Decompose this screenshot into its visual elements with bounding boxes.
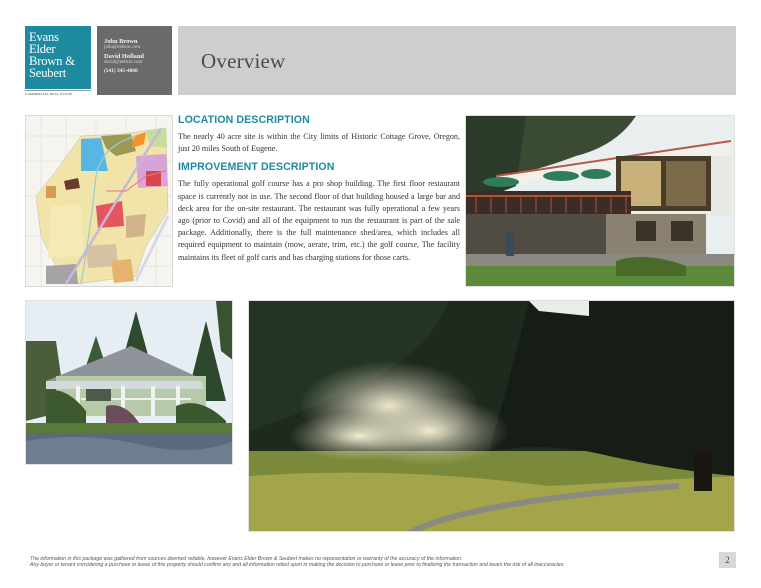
zoning-map <box>25 115 173 287</box>
page-number: 2 <box>719 552 736 568</box>
improvement-description: The fully operational golf course has a pro shop building. The first floor restaurant space is currently not in use. The second floor of that building housed a large bar and deck area for the on-site restaurant. The restaurant was fully operational a few years ago (prior to Covid) and all of the equipment to run the restaurant is part of the sale package. Additionally, there is the full maintenance shed/area, which includes all required equipment to maintain (mow, aerate, trim, etc.) the golf course, The facility maintains its fleet of golf carts and has charging stations for those carts. <box>178 179 460 262</box>
contact-email[interactable]: john@eebsre.com <box>104 45 141 50</box>
disclaimer-line: The information in this package was gathered from sources deemed reliable, however Evans Elder Brown & Seubert makes no representation or warranty of the accuracy of the information. <box>30 556 463 562</box>
logo-line: Elder <box>29 42 56 56</box>
logo-line: Brown & <box>29 54 75 68</box>
logo-line: Evans <box>29 30 59 44</box>
logo-line: Seubert <box>29 66 67 80</box>
page-header-bar <box>178 26 736 95</box>
disclaimer-line: Any buyer or tenant considering a purchase or lease of this property should confirm any and all information relied upon in making the decision to purchase or lease prior to finalizing the transaction and bears the risk of all inaccuracies. <box>30 562 565 569</box>
contact-card <box>97 26 172 95</box>
section-heading-location: LOCATION DESCRIPTION <box>178 114 310 126</box>
contact-name: John Brown <box>104 38 138 45</box>
contact-name: David Holland <box>104 53 144 60</box>
section-heading-improvement: IMPROVEMENT DESCRIPTION <box>178 161 335 174</box>
contact-email[interactable]: david@eebsre.com <box>104 60 143 65</box>
logo-tagline: COMMERCIAL REAL ESTATE <box>25 90 91 96</box>
page-title: Overview <box>201 49 286 73</box>
clubhouse-restaurant-photo <box>465 115 735 287</box>
legal-disclaimer <box>30 556 710 568</box>
location-description: The nearly 40 acre site is within the City limits of Historic Cottage Grove, Oregon, just 20 miles South of Eugene. <box>178 132 460 154</box>
house-photo <box>25 300 233 465</box>
description-column <box>178 114 460 270</box>
company-logo <box>25 26 91 89</box>
contact-phone[interactable]: (541) 345-4860 <box>104 68 138 74</box>
golf-course-sprinklers-photo <box>248 300 735 532</box>
